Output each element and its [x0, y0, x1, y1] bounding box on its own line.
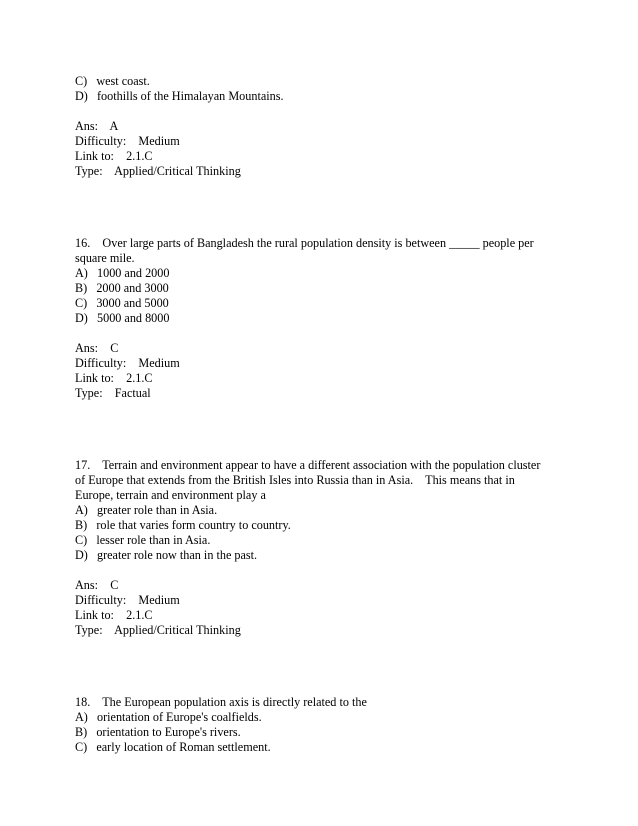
type-label: Type: Applied/Critical Thinking: [75, 623, 241, 637]
type-label: Type: Factual: [75, 386, 151, 400]
choice-d: D) foothills of the Himalayan Mountains.: [75, 89, 284, 103]
type-label: Type: Applied/Critical Thinking: [75, 164, 241, 178]
choice-c: C) 3000 and 5000: [75, 296, 169, 310]
choice-a: A) 1000 and 2000: [75, 266, 170, 280]
link-label: Link to: 2.1.C: [75, 149, 153, 163]
answer-label: Ans: C: [75, 341, 119, 355]
question-17-stem-cont: of Europe that extends from the British Isles into Russia than in Asia. This means that in: [75, 473, 515, 487]
choice-d: D) greater role now than in the past.: [75, 548, 258, 562]
choice-b: B) role that varies form country to country.: [75, 518, 291, 532]
question-17-stem: 17. Terrain and environment appear to have a different association with the population cluster: [75, 458, 541, 472]
question-16-stem-cont: square mile.: [75, 251, 135, 265]
choice-c: C) west coast.: [75, 74, 150, 88]
answer-label: Ans: A: [75, 119, 119, 133]
question-17-stem-cont: Europe, terrain and environment play a: [75, 488, 266, 502]
difficulty-label: Difficulty: Medium: [75, 593, 180, 607]
question-18-stem: 18. The European population axis is directly related to the: [75, 695, 367, 709]
choice-c: C) early location of Roman settlement.: [75, 740, 271, 754]
choice-a: A) orientation of Europe's coalfields.: [75, 710, 262, 724]
question-16-stem: 16. Over large parts of Bangladesh the rural population density is between _____ people per: [75, 236, 534, 250]
difficulty-label: Difficulty: Medium: [75, 356, 180, 370]
choice-b: B) orientation to Europe's rivers.: [75, 725, 241, 739]
link-label: Link to: 2.1.C: [75, 371, 153, 385]
answer-label: Ans: C: [75, 578, 119, 592]
choice-c: C) lesser role than in Asia.: [75, 533, 211, 547]
choice-a: A) greater role than in Asia.: [75, 503, 218, 517]
link-label: Link to: 2.1.C: [75, 608, 153, 622]
choice-d: D) 5000 and 8000: [75, 311, 170, 325]
choice-b: B) 2000 and 3000: [75, 281, 169, 295]
difficulty-label: Difficulty: Medium: [75, 134, 180, 148]
